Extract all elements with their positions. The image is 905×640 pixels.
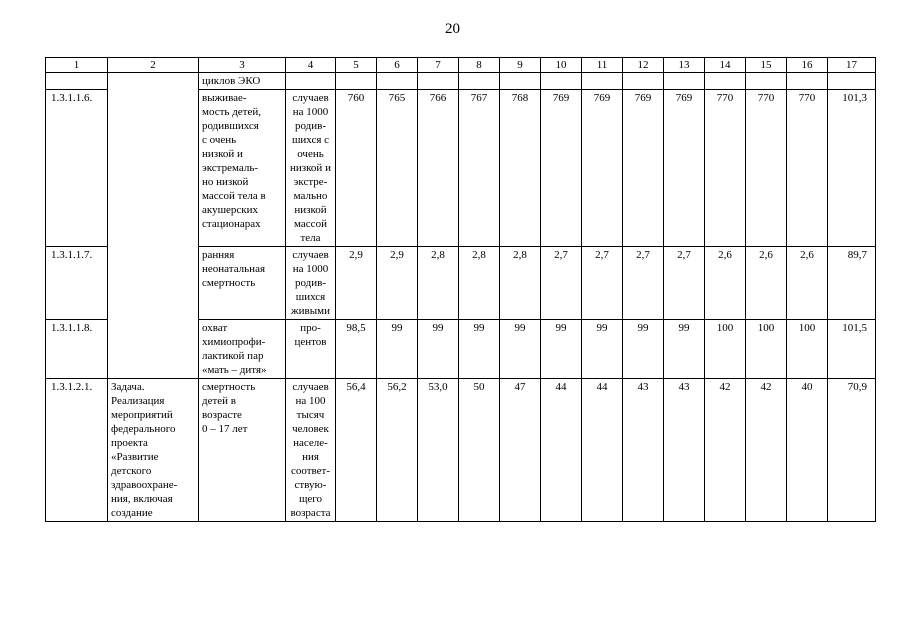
value-cell: 2,6 [746, 247, 787, 320]
value-cell: 770 [787, 90, 828, 247]
value-cell: 99 [418, 320, 459, 379]
value-cell: 47 [500, 379, 541, 522]
value-cell: 2,8 [459, 247, 500, 320]
header-cell: 15 [746, 58, 787, 73]
header-cell: 11 [582, 58, 623, 73]
value-cell: 44 [582, 379, 623, 522]
value-cell: 770 [746, 90, 787, 247]
table-cell [46, 73, 108, 90]
value-cell: 43 [623, 379, 664, 522]
percent-cell: 70,9 [828, 379, 876, 522]
table-cell [459, 73, 500, 90]
value-cell: 2,6 [787, 247, 828, 320]
value-cell: 99 [541, 320, 582, 379]
value-cell: 99 [623, 320, 664, 379]
value-cell: 770 [705, 90, 746, 247]
table-cell [500, 73, 541, 90]
value-cell: 99 [377, 320, 418, 379]
unit-cell: случаев на 1000 родив- шихся живыми [286, 247, 336, 320]
value-cell: 767 [459, 90, 500, 247]
value-cell: 98,5 [336, 320, 377, 379]
value-cell: 760 [336, 90, 377, 247]
percent-cell: 101,5 [828, 320, 876, 379]
header-cell: 16 [787, 58, 828, 73]
table-cell [664, 73, 705, 90]
header-cell: 5 [336, 58, 377, 73]
value-cell: 769 [541, 90, 582, 247]
value-cell: 2,7 [664, 247, 705, 320]
value-cell: 100 [787, 320, 828, 379]
table-body [46, 58, 876, 522]
task-cell-merged [108, 73, 199, 379]
table-cell [418, 73, 459, 90]
header-cell: 3 [199, 58, 286, 73]
value-cell: 2,7 [541, 247, 582, 320]
value-cell: 44 [541, 379, 582, 522]
value-cell: 42 [746, 379, 787, 522]
page-number: 20 [445, 21, 460, 37]
header-cell: 8 [459, 58, 500, 73]
row-code-cell: 1.3.1.2.1. [46, 379, 108, 522]
value-cell: 769 [582, 90, 623, 247]
row-code-cell: 1.3.1.1.6. [46, 90, 108, 247]
value-cell: 53,0 [418, 379, 459, 522]
header-cell: 1 [46, 58, 108, 73]
value-cell: 2,8 [418, 247, 459, 320]
unit-cell: про- центов [286, 320, 336, 379]
value-cell: 766 [418, 90, 459, 247]
continuation-row [46, 73, 876, 90]
table-cell [623, 73, 664, 90]
value-cell: 2,9 [377, 247, 418, 320]
header-cell: 17 [828, 58, 876, 73]
header-cell: 9 [500, 58, 541, 73]
table-cell [705, 73, 746, 90]
value-cell: 768 [500, 90, 541, 247]
table-cell [541, 73, 582, 90]
header-cell: 2 [108, 58, 199, 73]
value-cell: 99 [459, 320, 500, 379]
table-cell [377, 73, 418, 90]
value-cell: 56,2 [377, 379, 418, 522]
percent-cell: 89,7 [828, 247, 876, 320]
header-row [46, 58, 876, 73]
value-cell: 765 [377, 90, 418, 247]
indicator-cell: циклов ЭКО [199, 73, 286, 90]
value-cell: 2,9 [336, 247, 377, 320]
indicator-cell: охват химиопрофи- лактикой пар «мать – дитя» [199, 320, 286, 379]
header-cell: 13 [664, 58, 705, 73]
value-cell: 2,7 [582, 247, 623, 320]
table-cell [336, 73, 377, 90]
value-cell: 2,7 [623, 247, 664, 320]
value-cell: 99 [500, 320, 541, 379]
table-cell [582, 73, 623, 90]
indicator-cell: смертность детей в возрасте 0 – 17 лет [199, 379, 286, 522]
table-cell [828, 73, 876, 90]
table-row [46, 379, 876, 522]
header-cell: 6 [377, 58, 418, 73]
row-code-cell: 1.3.1.1.7. [46, 247, 108, 320]
table-cell [286, 73, 336, 90]
table-cell [787, 73, 828, 90]
task-cell: Задача. Реализация мероприятий федерального проекта «Развитие детского здравоохране- ния, включая создание [108, 379, 199, 522]
value-cell: 50 [459, 379, 500, 522]
value-cell: 100 [705, 320, 746, 379]
unit-cell: случаев на 100 тысяч человек населе- ния соответ- ствую- щего возраста [286, 379, 336, 522]
table-cell [746, 73, 787, 90]
value-cell: 42 [705, 379, 746, 522]
header-cell: 7 [418, 58, 459, 73]
header-cell: 14 [705, 58, 746, 73]
value-cell: 769 [623, 90, 664, 247]
header-cell: 12 [623, 58, 664, 73]
row-code-cell: 1.3.1.1.8. [46, 320, 108, 379]
value-cell: 43 [664, 379, 705, 522]
value-cell: 99 [582, 320, 623, 379]
value-cell: 2,8 [500, 247, 541, 320]
value-cell: 100 [746, 320, 787, 379]
percent-cell: 101,3 [828, 90, 876, 247]
value-cell: 2,6 [705, 247, 746, 320]
unit-cell: случаев на 1000 родив- шихся с очень низкой и экстре- мально низкой массой тела [286, 90, 336, 247]
value-cell: 56,4 [336, 379, 377, 522]
value-cell: 40 [787, 379, 828, 522]
header-cell: 10 [541, 58, 582, 73]
indicator-table [45, 57, 876, 522]
indicator-cell: выживае- мость детей, родившихся с очень низкой и экстремаль- но низкой массой тела в акушерских стационарах [199, 90, 286, 247]
value-cell: 99 [664, 320, 705, 379]
value-cell: 769 [664, 90, 705, 247]
header-cell: 4 [286, 58, 336, 73]
indicator-cell: ранняя неонатальная смертность [199, 247, 286, 320]
